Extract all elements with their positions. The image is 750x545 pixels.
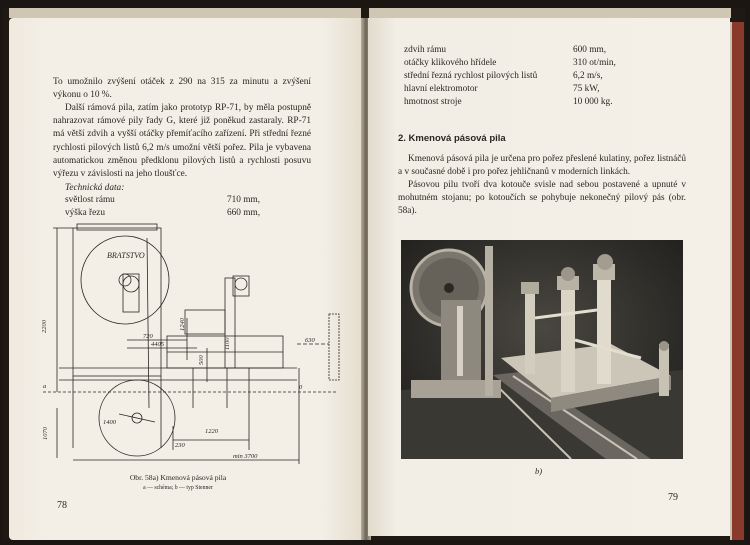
photo-illustration <box>401 240 683 459</box>
paragraph: Pásovou pilu tvoří dva kotouče svisle nad sebou postavené a upnuté v mohutném stojanu; po kotoučích se pohybuje nekonečný pilový pás (obr. 58a). <box>398 180 686 217</box>
paragraph: Kmenová pásová pila je určena pro pořez přeslené kulatiny, pořez listnáčů a v současné době i pro pořez jehličnanů v moderních linkách. <box>398 154 686 178</box>
carriage-post <box>225 278 235 368</box>
tech-label: střední řezná rychlost pilových listů <box>404 71 538 81</box>
tech-value: 660 mm, <box>227 208 261 218</box>
dimension-label: 720 <box>143 333 153 340</box>
tech-value: 10 000 kg. <box>573 97 613 107</box>
tech-label: zdvih rámu <box>404 45 447 55</box>
support-post <box>329 314 339 380</box>
dimension-label: 1240 <box>179 318 186 331</box>
page-number: 79 <box>668 492 678 503</box>
bandsaw-schematic <box>37 218 349 474</box>
dimension-label: 4405 <box>151 341 164 348</box>
column-top <box>77 224 157 230</box>
tech-value: 710 mm, <box>227 195 261 205</box>
dimension-label: 1100 <box>224 337 231 350</box>
dimension-label: 1070 <box>42 427 49 440</box>
tech-value: 75 kW, <box>573 84 600 94</box>
caption-title: Obr. 58a) Kmenová pásová pila <box>129 473 227 482</box>
figure-part-label: a <box>43 383 47 390</box>
paragraph: Další rámová pila, zatím jako prototyp RP-71, by měla postupně nahrazovat rámové pily řady G, které již poněkud zastaraly. RP-71 má větší zdvih a vyšší otáčky přemíťacího zařízení. Při střední řezné rychlosti pilových listů 6,2 m/s umožní větší pořez. Pila je vybavena automatickou změnou předklonu pilových listů a rychlosti posuvu výřezu v závislosti na jeho tloušťce. <box>53 103 311 180</box>
dimension-label: 500 <box>198 355 205 365</box>
tech-value: 6,2 m/s, <box>573 71 603 81</box>
tech-value: 310 ot/min, <box>573 58 616 68</box>
dimension-label: 630 <box>305 337 315 344</box>
page-top-edge <box>369 8 731 18</box>
dimension-label: 230 <box>175 442 185 449</box>
section-heading: 2. Kmenová pásová pila <box>398 133 506 144</box>
dimension-label: 1220 <box>205 428 218 435</box>
tech-label: hlavní elektromotor <box>404 84 478 94</box>
tech-label: světlost rámu <box>65 195 115 205</box>
tech-label: hmotnost stroje <box>404 97 462 107</box>
dimension-label: 1400 <box>103 419 116 426</box>
figure-caption <box>103 473 253 491</box>
tech-data-heading: Technická data: <box>65 183 125 193</box>
book-edge <box>730 22 744 540</box>
tech-value: 600 mm, <box>573 45 607 55</box>
caption-sub: a — schéma; b — typ Stenner <box>143 485 213 491</box>
tech-label: otáčky klikového hřídele <box>404 58 497 68</box>
paragraph: To umožnilo zvýšení otáček z 290 na 315 za minutu a zvýšení výkonu o 10 %. <box>53 77 311 101</box>
upper-wheel <box>81 236 169 324</box>
bandsaw-photo <box>401 240 683 459</box>
page-top-edge <box>9 8 361 18</box>
dimension-label: 0 <box>299 384 303 391</box>
brand-label: BRATSTVO <box>107 251 145 260</box>
dimension-label: 2200 <box>41 320 48 333</box>
book-spread <box>3 8 745 540</box>
tech-label: výška řezu <box>65 208 106 218</box>
photo-label: b) <box>535 466 543 476</box>
page-number: 78 <box>57 500 67 511</box>
dimension-label: min 3700 <box>233 453 258 460</box>
left-page <box>9 18 364 540</box>
right-page <box>368 18 730 536</box>
